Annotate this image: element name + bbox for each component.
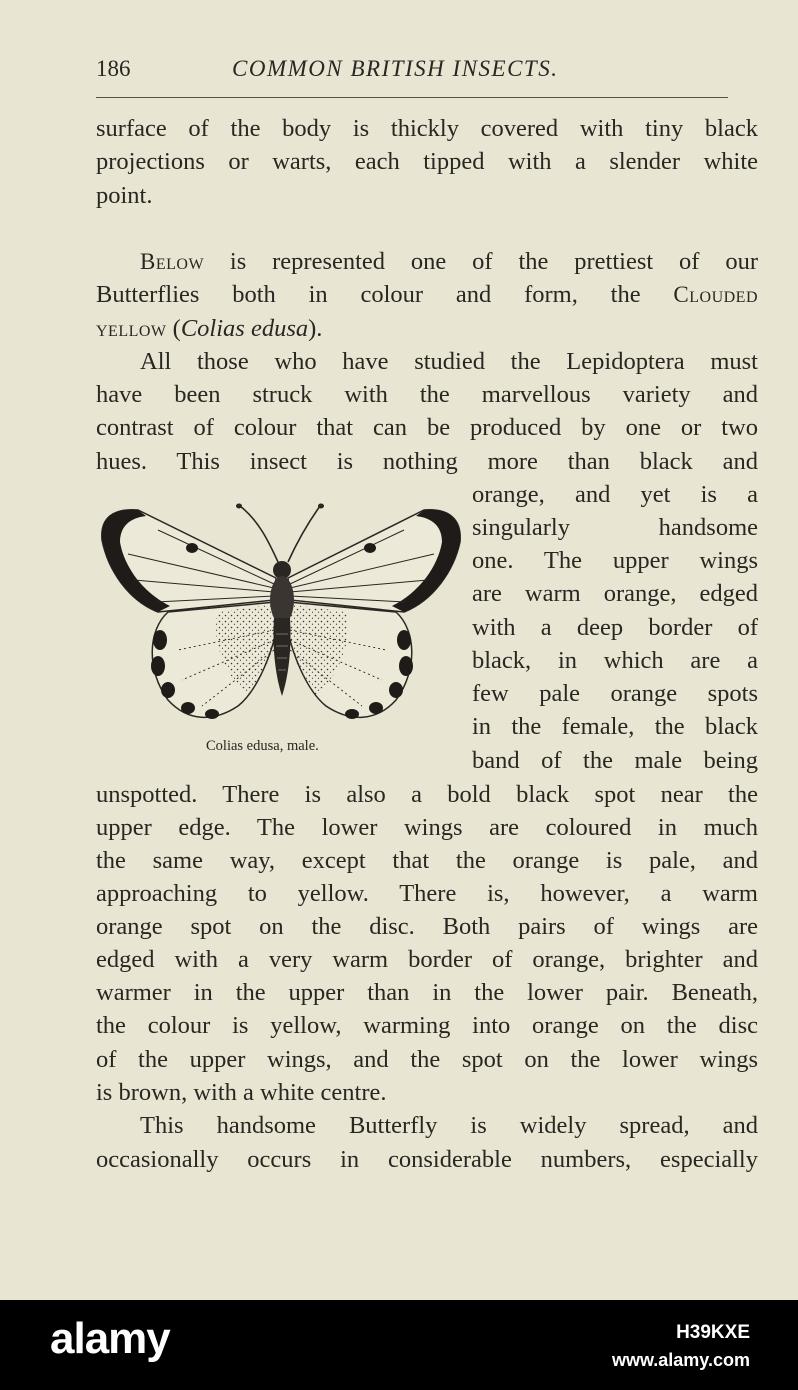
small-caps-word: Below xyxy=(140,249,205,274)
latin-name: Colias edusa xyxy=(180,315,309,342)
text-line xyxy=(96,278,758,311)
image-id: H39KXE xyxy=(676,1322,750,1343)
text-line: edged with a very warm border of orange, brighter and xyxy=(96,946,758,973)
text-line: surface of the body is thickly covered with tiny black xyxy=(96,115,758,142)
watermark-site: www.alamy.com xyxy=(611,1350,750,1370)
small-caps-word: Clouded xyxy=(673,282,759,307)
page-number: 186 xyxy=(96,56,131,81)
text-line: with a deep border of xyxy=(472,614,758,641)
text-span: ( xyxy=(172,315,181,342)
watermark-bar xyxy=(0,1300,798,1390)
page-header xyxy=(96,54,756,86)
text-line: approaching to yellow. There is, however, a warm xyxy=(96,880,758,907)
text-line: of the upper wings, and the spot on the lower wings xyxy=(96,1046,758,1073)
text-line: are warm orange, edged xyxy=(472,580,758,607)
text-line: All those who have studied the Lepidoptera must xyxy=(140,348,758,375)
text-line: is brown, with a white centre. xyxy=(96,1079,387,1106)
text-line: occasionally occurs in considerable numbers, especially xyxy=(96,1146,758,1173)
text-line: one. The upper wings xyxy=(472,547,758,574)
header-rule xyxy=(96,97,728,98)
figure-caption: Colias edusa, male. xyxy=(206,738,319,754)
text-line: This handsome Butterfly is widely spread, and xyxy=(140,1112,758,1139)
text-line: upper edge. The lower wings are coloured in much xyxy=(96,814,758,841)
text-line: hues. This insect is nothing more than black and xyxy=(96,448,758,475)
text-span: Butterflies both in colour and form, the xyxy=(96,281,641,308)
text-line: have been struck with the marvellous variety and xyxy=(96,381,758,408)
small-caps-word: yellow xyxy=(96,316,167,341)
text-line: the same way, except that the orange is pale, and xyxy=(96,847,758,874)
text-line: projections or warts, each tipped with a slender white xyxy=(96,148,758,175)
text-line: warmer in the upper than in the lower pair. Beneath, xyxy=(96,979,758,1006)
text-span: is represented one of the prettiest of our xyxy=(229,248,758,275)
text-line: orange spot on the disc. Both pairs of wings are xyxy=(96,913,758,940)
text-line: point. xyxy=(96,182,153,209)
text-line: few pale orange spots xyxy=(472,680,758,707)
text-line: the colour is yellow, warming into orange on the disc xyxy=(96,1012,758,1039)
text-line: in the female, the black xyxy=(472,713,758,740)
text-line: contrast of colour that can be produced by one or two xyxy=(96,414,758,441)
text-line: black, in which are a xyxy=(472,647,758,674)
watermark-logo: alamy xyxy=(50,1314,170,1363)
text-span: ). xyxy=(308,315,323,342)
text-line: singularly handsome xyxy=(472,514,758,541)
text-line: band of the male being xyxy=(472,747,758,774)
text-line: orange, and yet is a xyxy=(472,481,758,508)
butterfly-drawing xyxy=(98,500,464,732)
text-line: unspotted. There is also a bold black spot near the xyxy=(96,781,758,808)
text-line xyxy=(140,245,758,278)
butterfly-illustration xyxy=(98,500,464,732)
running-title: COMMON BRITISH INSECTS. xyxy=(232,56,559,81)
text-line xyxy=(96,312,758,345)
